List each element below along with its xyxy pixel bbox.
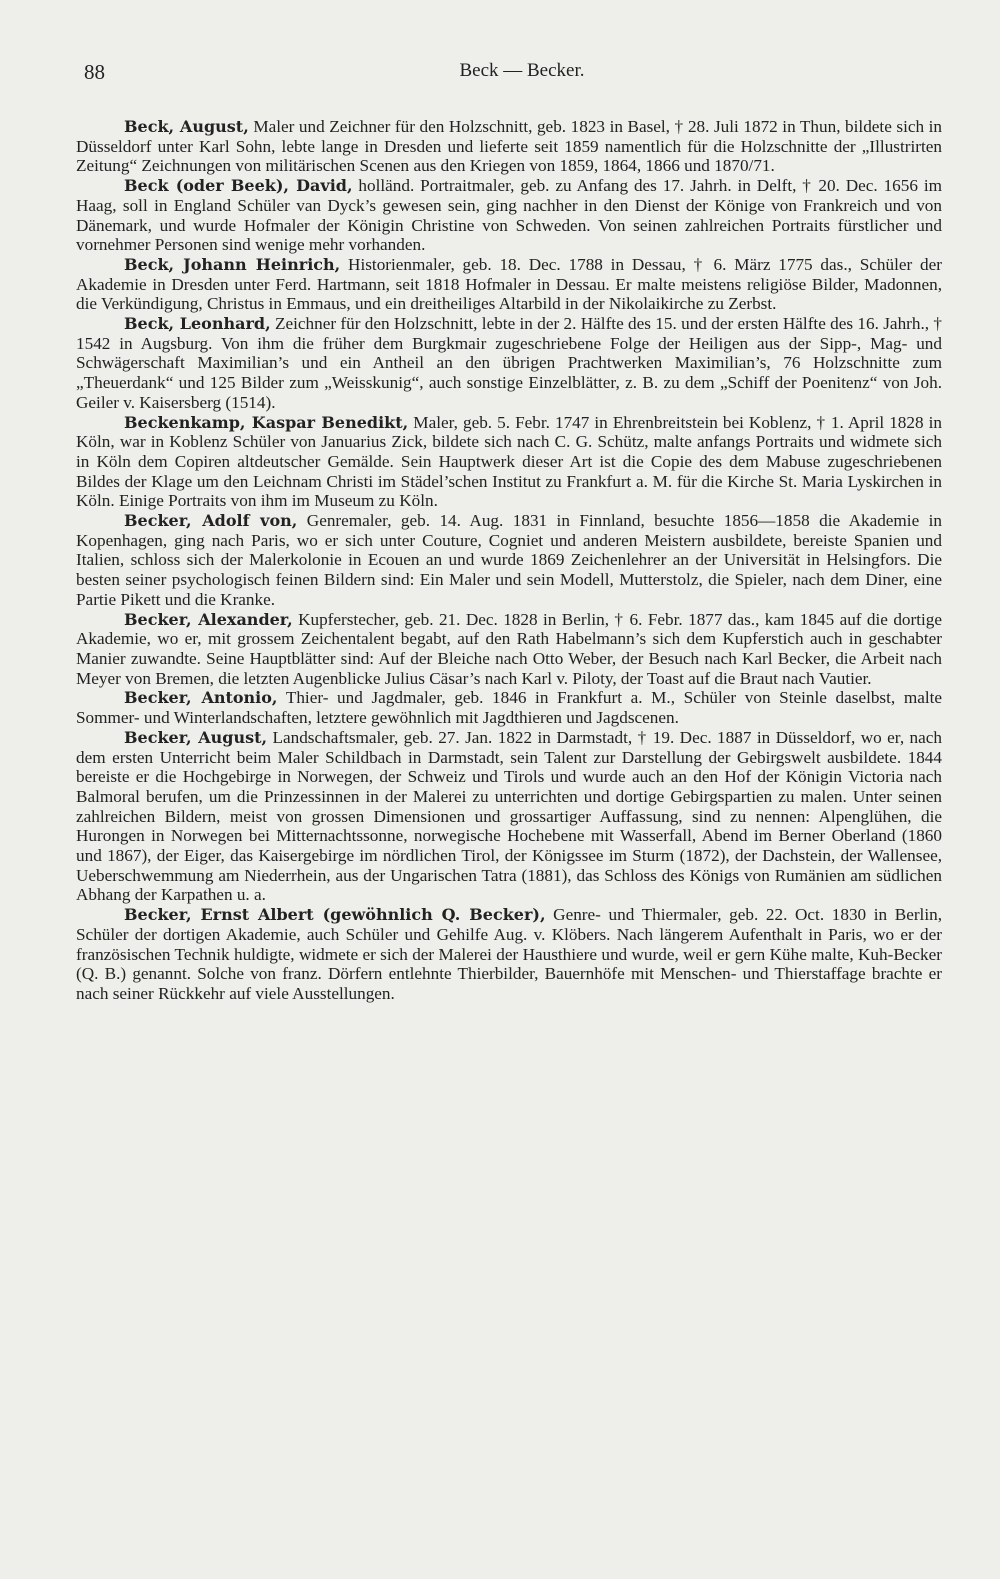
entry-name: Becker, Ernst Albert (gewöhnlich Q. Becker), [124, 905, 546, 925]
entry-beck-leonhard [76, 314, 942, 413]
entry-text: Maler und Zeichner für den Holzschnitt, geb. 1823 in Basel, † 28. Juli 1872 in Thun, bildete sich in Düsseldorf unter Karl Sohn, lebte lange in Dresden und lieferte seit 1859 namentlich für die Holzschnitte der „Illustrirten Zeitung“ Zeichnungen von militärischen Scenen aus den Kriegen von 1859, 1864, 1866 und 1870/71. [76, 117, 943, 176]
entry-text: Zeichner für den Holzschnitt, lebte in der 2. Hälfte des 15. und der ersten Hälfte des 16. Jahrh., † 1542 in Augsburg. Von ihm die früher dem Burgkmair zugeschriebene Folge der Heiligen aus der Sipp-, Mag- und Schwägerschaft Maximilian’s und ein Antheil an den übrigen Prachtwerken Maximilian’s, 76 Holzschnitte zum „Theuerdank“ und 125 Bilder zum „Weisskunig“, auch sonstige Einzelblätter, z. B. zu dem „Schiff der Poenitenz“ von Joh. Geiler v. Kaisersberg (1514). [76, 314, 942, 412]
entry-name: Beckenkamp, Kaspar Benedikt, [124, 412, 409, 432]
entry-beck-august [76, 117, 942, 176]
entry-beckenkamp [76, 413, 942, 512]
page-number: 88 [84, 60, 105, 84]
entry-name: Beck, August, [124, 117, 249, 136]
entry-becker-ernst-albert [76, 905, 942, 1004]
entry-text: Kupferstecher, geb. 21. Dec. 1828 in Berlin, † 6. Febr. 1877 das., kam 1845 auf die dortige Akademie, wo er, mit grossem Zeichentalent begabt, auf den Rath Habelmann’s sich dem Kupferstich auch in geschabter Manier zuwandte. Seine Hauptblätter sind: Auf der Bleiche nach Otto Weber, der Besuch nach Karl Becker, die Arbeit nach Meyer von Bremen, die letzten Augenblicke Julius Cäsar’s nach Karl v. Piloty, der Toast auf die Braut nach Vautier. [76, 609, 943, 688]
entry-text: Genre- und Thiermaler, geb. 22. Oct. 1830 in Berlin, Schüler der dortigen Akademie, auch Schüler und Gehilfe Aug. v. Klöbers. Nach längerem Aufenthalt in Paris, wo er der französischen Technik huldigte, widmete er sich der Malerei der Hausthiere und wurde, weil er gern Kühe malte, Kuh-Becker (Q. B.) genannt. Solche von franz. Dörfern entlehnte Thierbilder, Bauernhöfe mit Menschen- und Thierstaffage brachte er nach seiner Rückkehr auf viele Ausstellungen. [76, 905, 942, 1003]
entry-becker-adolf [76, 511, 942, 610]
entry-text: Landschaftsmaler, geb. 27. Jan. 1822 in Darmstadt, † 19. Dec. 1887 in Düsseldorf, wo er, nach dem ersten Unterricht beim Maler Schildbach in Darmstadt, sein Talent zur Darstellung der Gebirgswelt ausbildete. 1844 bereiste er die Hochgebirge in Norwegen, der Schweiz und Tirols und wurde auch an den Hof der Königin Victoria nach Balmoral berufen, um die Prinzessinnen in der Malerei zu unterrichten und dortige Gebirgspartien zu malen. Unter seinen zahlreichen Bildern, meist von grossen Dimensionen und grossartiger Auffassung, sind zu nennen: Alpenglühen, die Hurongen in Norwegen bei Mitternachtssonne, norwegische Hochebene mit Wasserfall, Abend im Berner Oberland (1860 und 1867), der Eiger, das Kaisergebirge im nördlichen Tirol, der Königssee im Sturm (1872), der Dachstein, der Wallensee, Ueberschwemmung am Niederrhein, aus der Ungarischen Tatra (1881), das Schloss des Königs von Rumänien am südlichen Abhang der Karpathen u. a. [76, 727, 942, 905]
entry-name: Beck (oder Beek), David, [124, 176, 353, 196]
entry-becker-alexander [76, 610, 942, 689]
entry-text: Historienmaler, geb. 18. Dec. 1788 in Dessau, † 6. März 1775 das., Schüler der Akademie in Dresden unter Ferd. Hartmann, seit 1818 Hofmaler in Dessau. Er malte meistens religiöse Bilder, Madonnen, die Verkündigung, Christus in Emmaus, und ein dreitheiliges Altarbild in der Nikolaikirche zu Zerbst. [76, 254, 942, 314]
entry-text: Maler, geb. 5. Febr. 1747 in Ehrenbreitstein bei Koblenz, † 1. April 1828 in Köln, war in Koblenz Schüler von Januarius Zick, bildete sich nach C. G. Schütz, malte anfangs Portraits und widmete sich in Köln dem Copiren altdeutscher Gemälde. Sein Hauptwerk dieser Art ist die Copie des dem Mabuse zugeschriebenen Bildes der Klage um den Leichnam Christi im Städel’schen Institut zu Frankfurt a. M. für die Kirche St. Maria Lyskirchen in Köln. Einige Portraits von ihm im Museum zu Köln. [76, 412, 943, 511]
dictionary-entries [76, 117, 942, 1004]
entry-beck-david [76, 176, 942, 255]
entry-text: Thier- und Jagdmaler, geb. 1846 in Frankfurt a. M., Schüler von Steinle daselbst, malte Sommer- und Winterlandschaften, letztere gewöhnlich mit Jagdthieren und Jagdscenen. [76, 688, 942, 728]
entry-becker-antonio [76, 688, 942, 727]
running-title: Beck — Becker. [459, 60, 585, 81]
entry-becker-august [76, 728, 942, 905]
page-header [84, 60, 960, 90]
entry-name: Becker, Antonio, [124, 688, 278, 708]
entry-beck-johann-heinrich [76, 255, 942, 314]
entry-name: Becker, Adolf von, [124, 511, 298, 531]
entry-name: Beck, Leonhard, [124, 314, 271, 334]
entry-name: Beck, Johann Heinrich, [124, 254, 341, 274]
entry-name: Becker, August, [124, 727, 268, 747]
entry-text: holländ. Portraitmaler, geb. zu Anfang des 17. Jahrh. in Delft, † 20. Dec. 1656 im Haag, soll in England Schüler van Dyck’s gewesen sein, ging nachher in den Dienst der Könige von Frankreich und von Dänemark, und wurde Hofmaler der Königin Christine von Schweden. Von seinen zahlreichen Portraits fürstlicher und vornehmer Personen sind wenige mehr vorhanden. [76, 176, 942, 255]
entry-name: Becker, Alexander, [124, 609, 293, 629]
entry-text: Genremaler, geb. 14. Aug. 1831 in Finnland, besuchte 1856—1858 die Akademie in Kopenhagen, ging nach Paris, wo er sich unter Couture, Cogniet und anderen Meistern ausbildete, bereiste Spanien und Italien, schloss sich der Malerkolonie in Ecouen an und wurde 1869 Zeichenlehrer an der Universität in Helsingfors. Die besten seiner psychologisch feinen Bildern sind: Ein Maler und sein Modell, Mutterstolz, die Spieler, nach dem Diner, eine Partie Pikett und die Kranke. [76, 511, 942, 609]
